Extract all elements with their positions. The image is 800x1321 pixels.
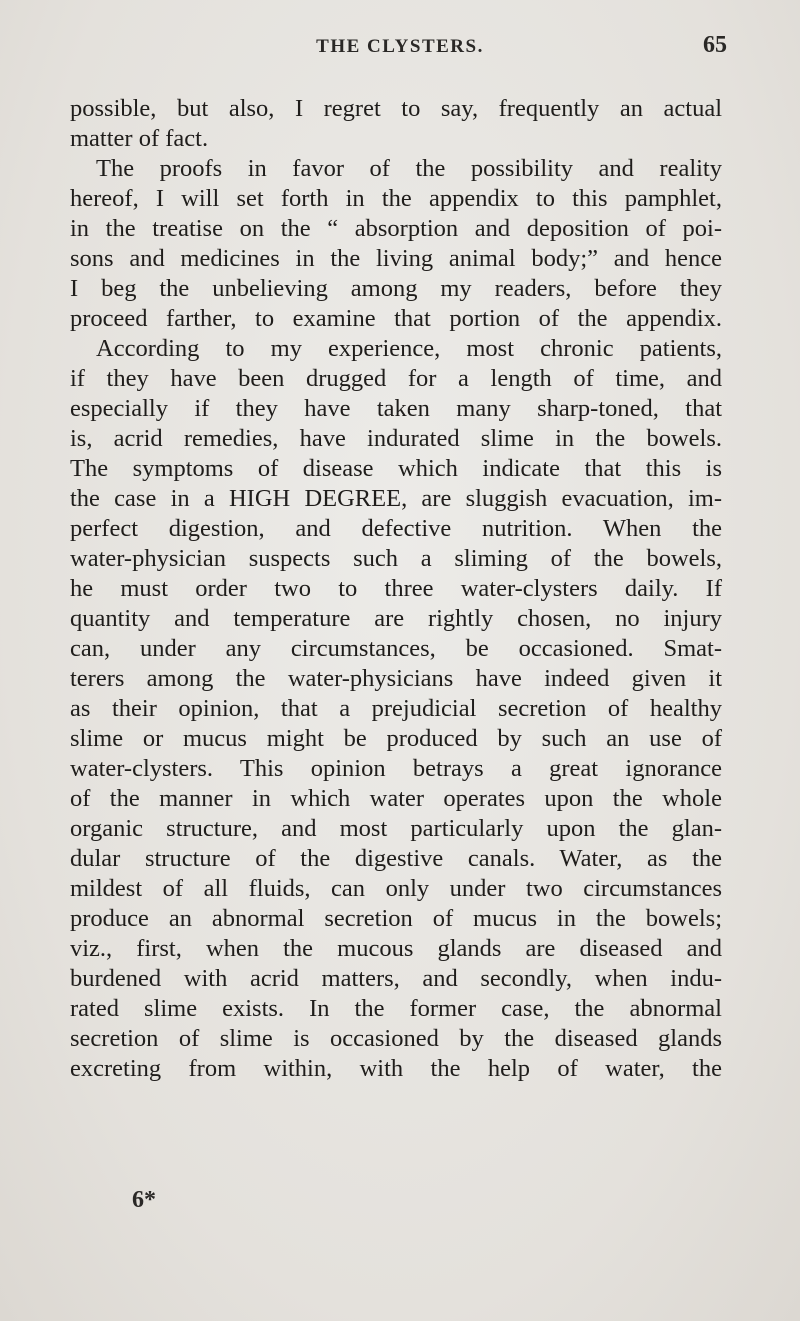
page-number: 65	[703, 32, 727, 58]
text-line: quantity and temperature are rightly chosen, no injury	[70, 605, 722, 632]
running-title: THE CLYSTERS.	[316, 36, 484, 57]
text-line: I beg the unbelieving among my readers, before they	[70, 275, 722, 302]
text-line: hereof, I will set forth in the appendix to this pamphlet,	[70, 185, 722, 212]
text-line: water-clysters. This opinion betrays a great ignorance	[70, 755, 722, 782]
running-head	[0, 32, 800, 66]
text-line: viz., first, when the mucous glands are diseased and	[70, 935, 722, 962]
text-line: can, under any circumstances, be occasioned. Smat-	[70, 635, 722, 662]
text-line: matter of fact.	[70, 125, 209, 152]
text-line: in the treatise on the “ absorption and deposition of poi-	[70, 215, 722, 242]
text-line: The proofs in favor of the possibility and reality	[96, 155, 722, 182]
text-line: water-physician suspects such a sliming of the bowels,	[70, 545, 722, 572]
text-line: is, acrid remedies, have indurated slime in the bowels.	[70, 425, 722, 452]
text-line: mildest of all fluids, can only under two circumstances	[70, 875, 722, 902]
text-line: perfect digestion, and defective nutrition. When the	[70, 515, 722, 542]
text-line: excreting from within, with the help of water, the	[70, 1055, 722, 1082]
text-line: According to my experience, most chronic patients,	[96, 335, 722, 362]
signature-mark: 6*	[132, 1187, 156, 1213]
text-line: organic structure, and most particularly upon the glan-	[70, 815, 722, 842]
text-line: secretion of slime is occasioned by the diseased glands	[70, 1025, 722, 1052]
text-line: burdened with acrid matters, and secondly, when indu-	[70, 965, 722, 992]
text-line: produce an abnormal secretion of mucus in the bowels;	[70, 905, 722, 932]
text-line: the case in a HIGH DEGREE, are sluggish evacuation, im-	[70, 485, 722, 512]
text-line: of the manner in which water operates upon the whole	[70, 785, 722, 812]
text-line: rated slime exists. In the former case, the abnormal	[70, 995, 722, 1022]
text-line: he must order two to three water-clysters daily. If	[70, 575, 722, 602]
text-line: slime or mucus might be produced by such an use of	[70, 725, 722, 752]
text-line: as their opinion, that a prejudicial secretion of healthy	[70, 695, 722, 722]
text-line: especially if they have taken many sharp-toned, that	[70, 395, 722, 422]
text-line: proceed farther, to examine that portion of the appendix.	[70, 305, 722, 332]
text-line: The symptoms of disease which indicate that this is	[70, 455, 722, 482]
text-line: dular structure of the digestive canals. Water, as the	[70, 845, 722, 872]
text-line: terers among the water-physicians have indeed given it	[70, 665, 722, 692]
text-line: if they have been drugged for a length of time, and	[70, 365, 722, 392]
text-line: possible, but also, I regret to say, frequently an actual	[70, 95, 722, 122]
text-line: sons and medicines in the living animal body;” and hence	[70, 245, 722, 272]
